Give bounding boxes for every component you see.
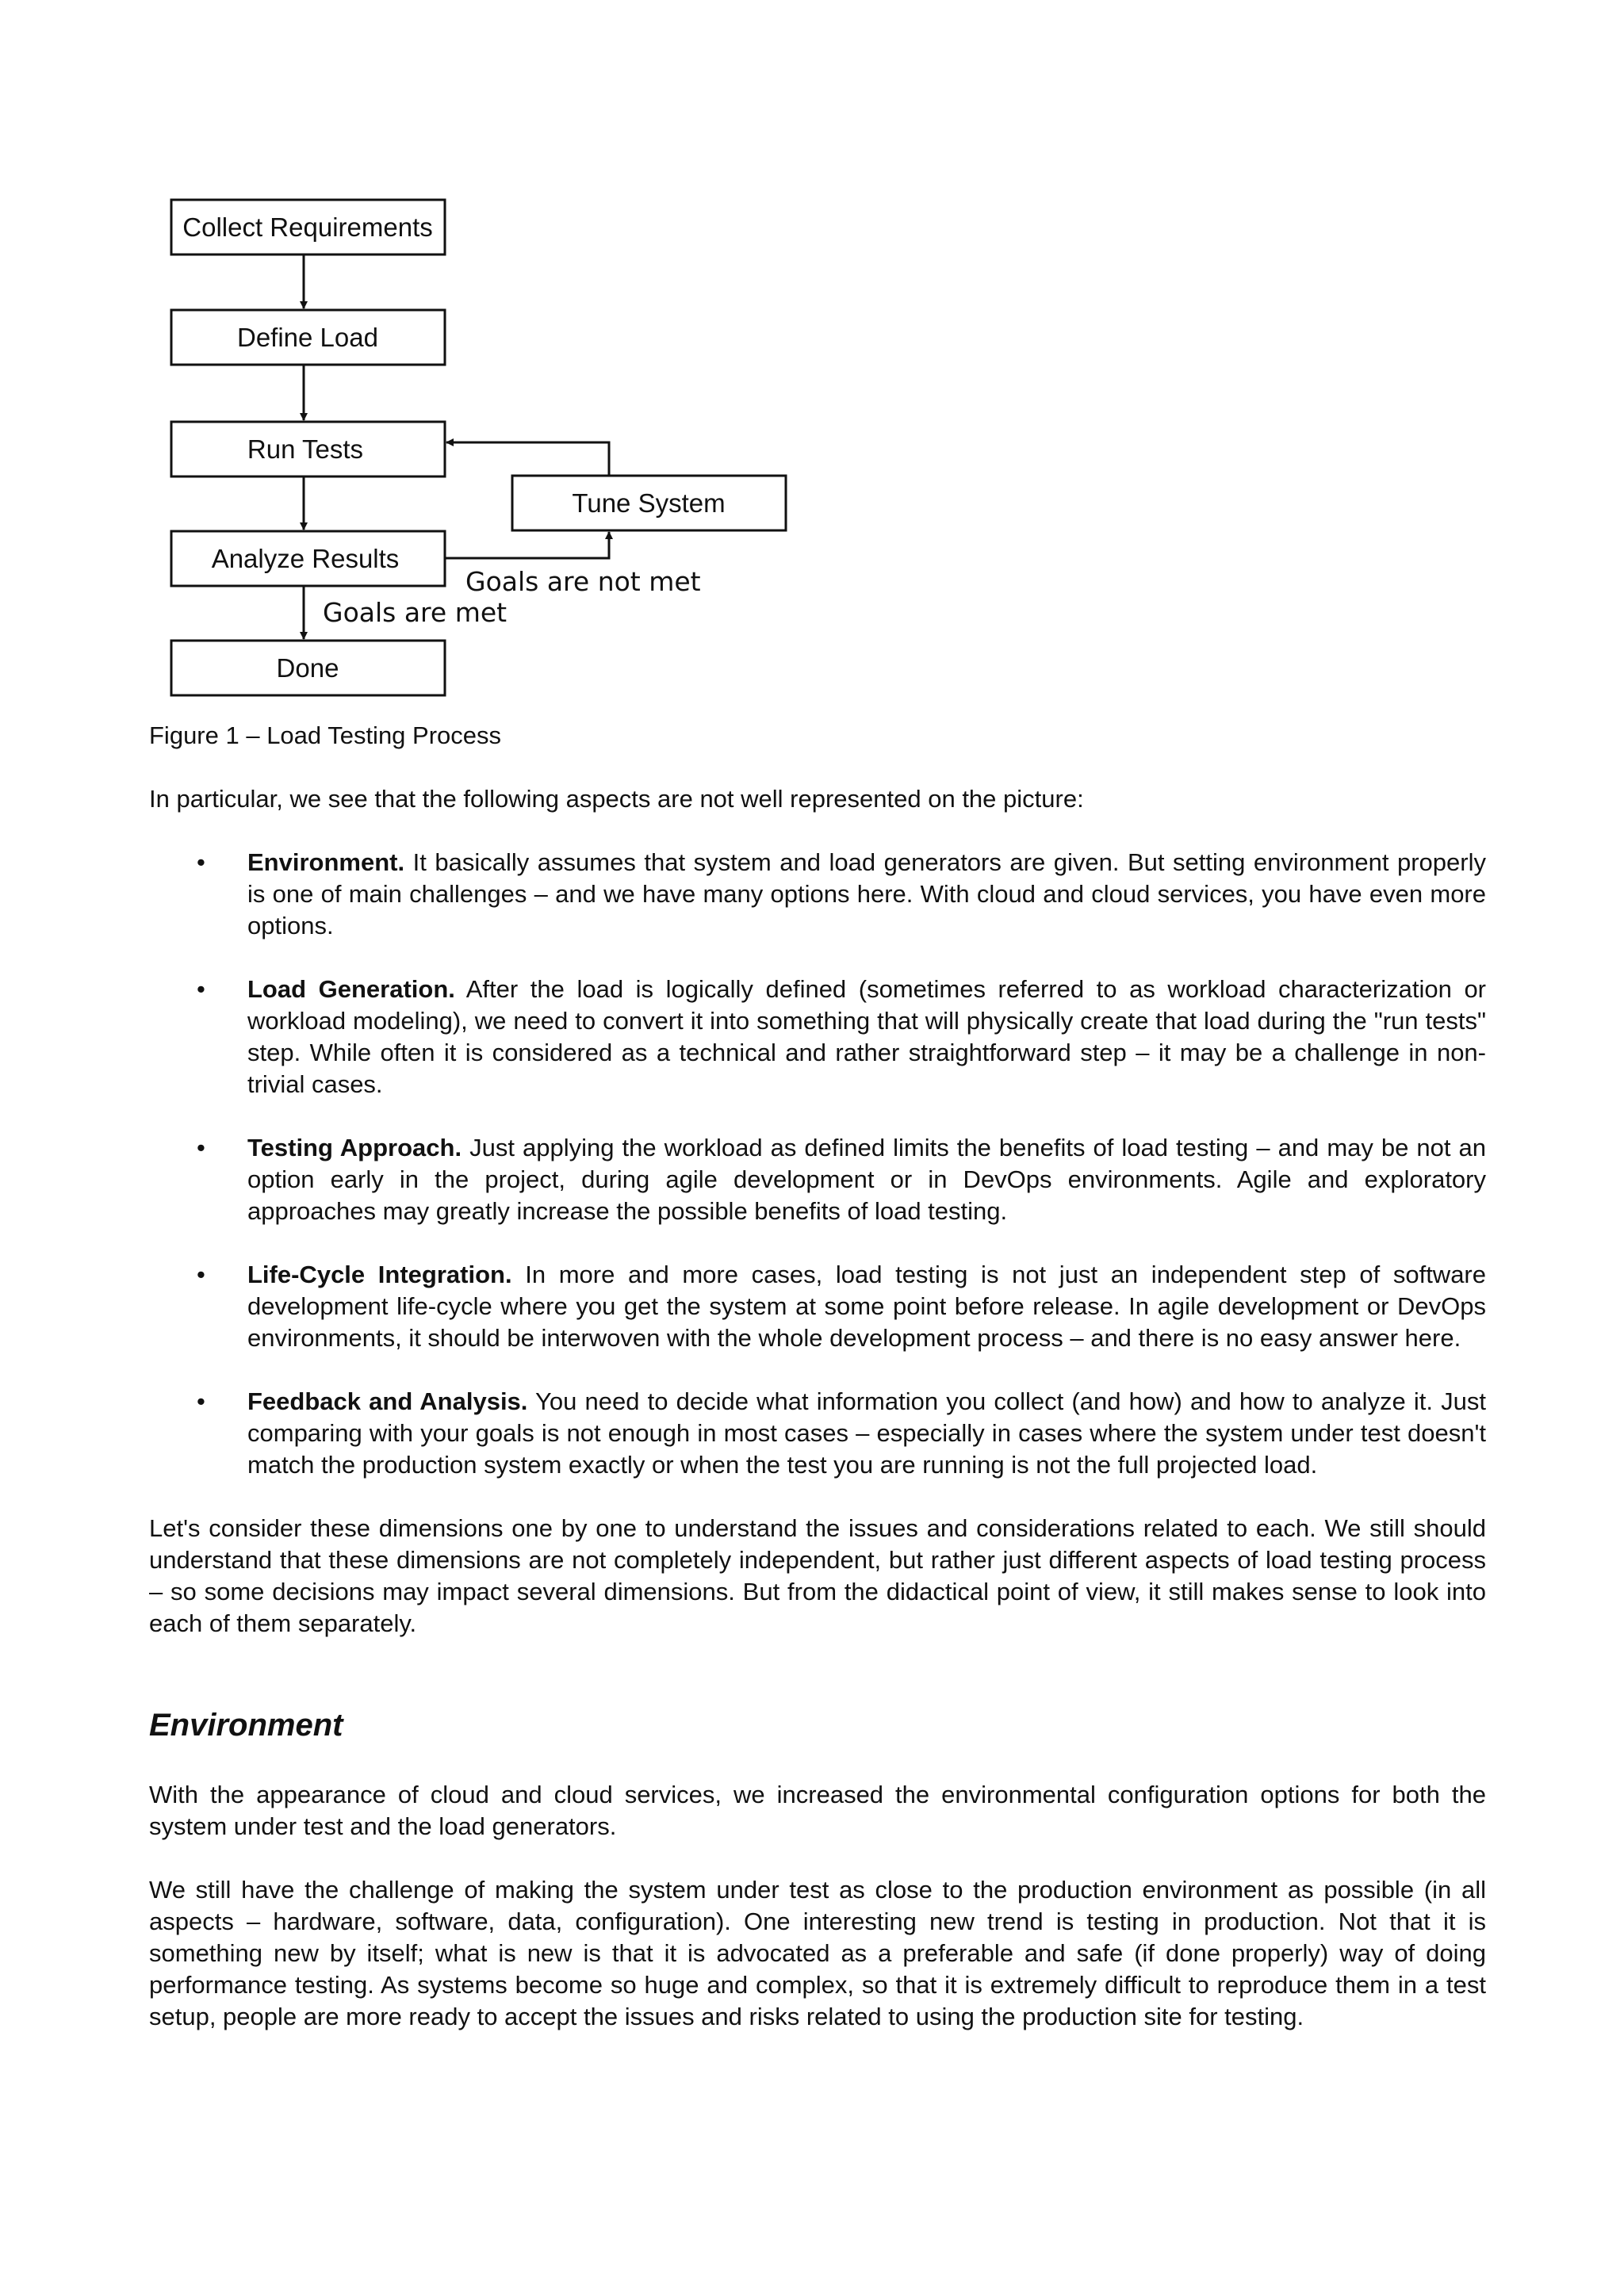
document-body — [149, 720, 1486, 2033]
label-goals-met: Goals are met — [323, 597, 508, 628]
bullet-marker: • — [197, 1261, 205, 1288]
list-item-life-cycle-integration — [149, 1259, 1486, 1354]
bullet-title: Load Generation. — [247, 975, 455, 1003]
box-done — [171, 641, 445, 695]
bullet-text: You need to decide what information you collect (and how) and how to analyze it. Just comparing with your goals is not enough in most cases – especially in cases where the system under test doesn't match the production system exactly or when the test you are running is not the full projected load. — [247, 1387, 1487, 1479]
box-collect-requirements-label: Collect Requirements — [182, 212, 433, 242]
arrow-analyze-to-tune — [445, 532, 609, 558]
bullet-marker: • — [197, 848, 205, 876]
bullet-text: It basically assumes that system and load generators are given. But setting environment properly is one of main challenges – and we have many options here. With cloud and cloud services, you have even more options. — [247, 848, 1486, 939]
bullet-title: Life-Cycle Integration. — [247, 1261, 512, 1288]
box-analyze-results-label: Analyze Results — [211, 544, 400, 573]
environment-paragraph-1: With the appearance of cloud and cloud services, we increased the environmental configuration options for both the system under test and the load generators. — [149, 1781, 1486, 1840]
list-item-testing-approach — [149, 1132, 1486, 1227]
list-item-environment — [149, 847, 1486, 942]
box-run-tests — [171, 422, 445, 476]
bullet-text: After the load is logically defined (sometimes referred to as workload characterization or workload modeling), we need to convert it into something that will physically create that load during the "run tests" step. While often it is considered as a technical and rather straightforward step – it may be a challenge in non-trivial cases. — [247, 975, 1487, 1098]
bullet-text: Just applying the workload as defined limits the benefits of load testing – and may be not an option early in the project, during agile development or in DevOps environments. Agile and exploratory approaches may greatly increase the possible benefits of load testing. — [247, 1134, 1486, 1225]
list-item-feedback-and-analysis — [149, 1386, 1486, 1481]
bullet-marker: • — [197, 975, 205, 1003]
environment-paragraph-2: We still have the challenge of making the system under test as close to the production environment as possible (in all aspects – hardware, software, data, configuration). One interesting new trend is testing in production. Not that it is something new by itself; what is new is that it is advocated as a preferable and safe (if done properly) way of doing performance testing. As systems become so huge and complex, so that it is extremely difficult to reproduce them in a test setup, people are more ready to accept the issues and risks related to using the production site for testing. — [149, 1876, 1486, 2030]
intro-paragraph: In particular, we see that the following aspects are not well represented on the picture: — [149, 785, 1084, 813]
conclusion-paragraph: Let's consider these dimensions one by one to understand the issues and considerations related to each. We still should understand that these dimensions are not completely independent, but rather just different aspects of load testing process – so some decisions may impact several dimensions. But from the didactical point of view, it still makes sense to look into each of them separately. — [149, 1514, 1486, 1637]
box-run-tests-label: Run Tests — [247, 434, 364, 464]
bullet-marker: • — [197, 1134, 205, 1161]
arrow-tune-to-run — [446, 442, 609, 476]
bullet-text: In more and more cases, load testing is not just an independent step of software development life-cycle where you get the system at some point before release. In agile development or DevOps environments, it should be interwoven with the whole development process – and there is no easy answer here. — [247, 1261, 1486, 1352]
figure-caption: Figure 1 – Load Testing Process — [149, 721, 502, 749]
box-define-load-label: Define Load — [237, 323, 378, 352]
aspects-list — [149, 847, 1486, 1481]
box-define-load — [171, 310, 445, 365]
bullet-title: Testing Approach. — [247, 1134, 462, 1161]
box-tune-system-label: Tune System — [572, 488, 726, 518]
box-collect-requirements — [171, 200, 445, 254]
load-testing-flowchart — [0, 0, 872, 714]
bullet-title: Feedback and Analysis. — [247, 1387, 528, 1415]
bullet-marker: • — [197, 1387, 205, 1415]
box-done-label: Done — [276, 653, 339, 683]
label-goals-not-met: Goals are not met — [465, 566, 701, 597]
section-heading-environment: Environment — [149, 1708, 343, 1743]
list-item-load-generation — [149, 974, 1486, 1100]
box-analyze-results — [171, 531, 445, 586]
box-tune-system — [512, 476, 786, 530]
bullet-title: Environment. — [247, 848, 405, 876]
